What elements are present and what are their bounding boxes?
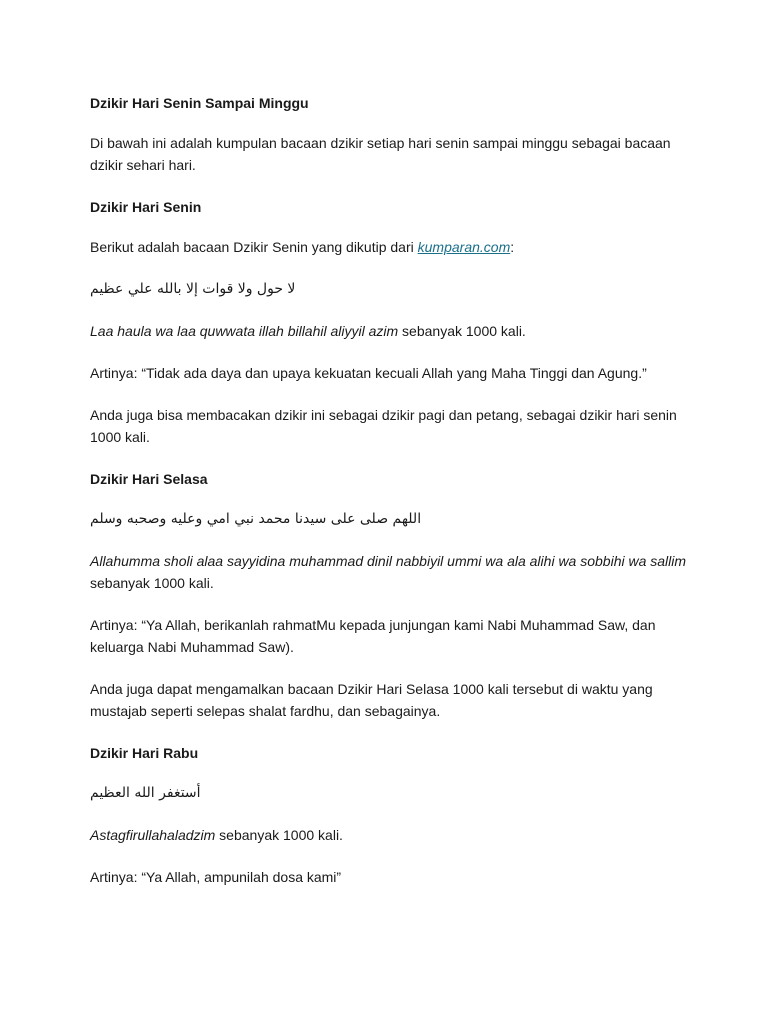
section-heading-selasa: Dzikir Hari Selasa — [90, 471, 208, 487]
senin-arabic-text — [90, 278, 690, 300]
document-title: Dzikir Hari Senin Sampai Minggu — [90, 95, 309, 111]
senin-source-text: Berikut adalah bacaan Dzikir Senin yang dikutip dari — [90, 239, 418, 255]
selasa-note: Anda juga dapat mengamalkan bacaan Dzikir Hari Selasa 1000 kali tersebut di waktu yang mustajab seperti selepas shalat fardhu, dan sebagainya. — [90, 681, 653, 719]
rabu-arabic-text — [90, 782, 690, 804]
rabu-arabic: أستغفر الله العظيم — [90, 785, 201, 801]
senin-meaning: Artinya: “Tidak ada daya dan upaya kekuatan kecuali Allah yang Maha Tinggi dan Agung.” — [90, 365, 647, 381]
senin-latin: Laa haula wa laa quwwata illah billahil aliyyil azim — [90, 323, 399, 339]
rabu-latin: Astagfirullahaladzim — [90, 827, 216, 843]
senin-arabic: لا حول ولا قوات إلا بالله علي عظيم — [90, 281, 296, 297]
selasa-arabic: اللهم صلى على سيدنا محمد نبي امي وعليه وصحبه وسلم — [90, 511, 422, 527]
document-page — [90, 92, 690, 908]
rabu-meaning: Artinya: “Ya Allah, ampunilah dosa kami” — [90, 869, 342, 885]
section-heading-senin: Dzikir Hari Senin — [90, 199, 202, 215]
rabu-count: sebanyak 1000 kali. — [215, 827, 343, 843]
selasa-arabic-text — [90, 508, 690, 530]
rabu-latin-paragraph — [90, 824, 690, 846]
selasa-latin-paragraph — [90, 550, 690, 594]
selasa-count: sebanyak 1000 kali. — [90, 575, 214, 591]
selasa-meaning: Artinya: “Ya Allah, berikanlah rahmatMu kepada junjungan kami Nabi Muhammad Saw, dan keluarga Nabi Muhammad Saw). — [90, 617, 656, 655]
senin-count: sebanyak 1000 kali. — [398, 323, 526, 339]
intro-paragraph: Di bawah ini adalah kumpulan bacaan dzikir setiap hari senin sampai minggu sebagai bacaan dzikir sehari hari. — [90, 135, 671, 173]
section-heading-rabu: Dzikir Hari Rabu — [90, 745, 199, 761]
senin-latin-paragraph — [90, 320, 690, 342]
senin-source-paragraph — [90, 236, 690, 258]
senin-note: Anda juga bisa membacakan dzikir ini sebagai dzikir pagi dan petang, sebagai dzikir hari senin 1000 kali. — [90, 407, 677, 445]
kumparan-link[interactable]: kumparan.com — [417, 239, 511, 255]
senin-source-colon: : — [510, 239, 515, 255]
selasa-latin: Allahumma sholi alaa sayyidina muhammad dinil nabbiyil ummi wa ala alihi wa sobbihi wa sallim — [90, 553, 687, 569]
